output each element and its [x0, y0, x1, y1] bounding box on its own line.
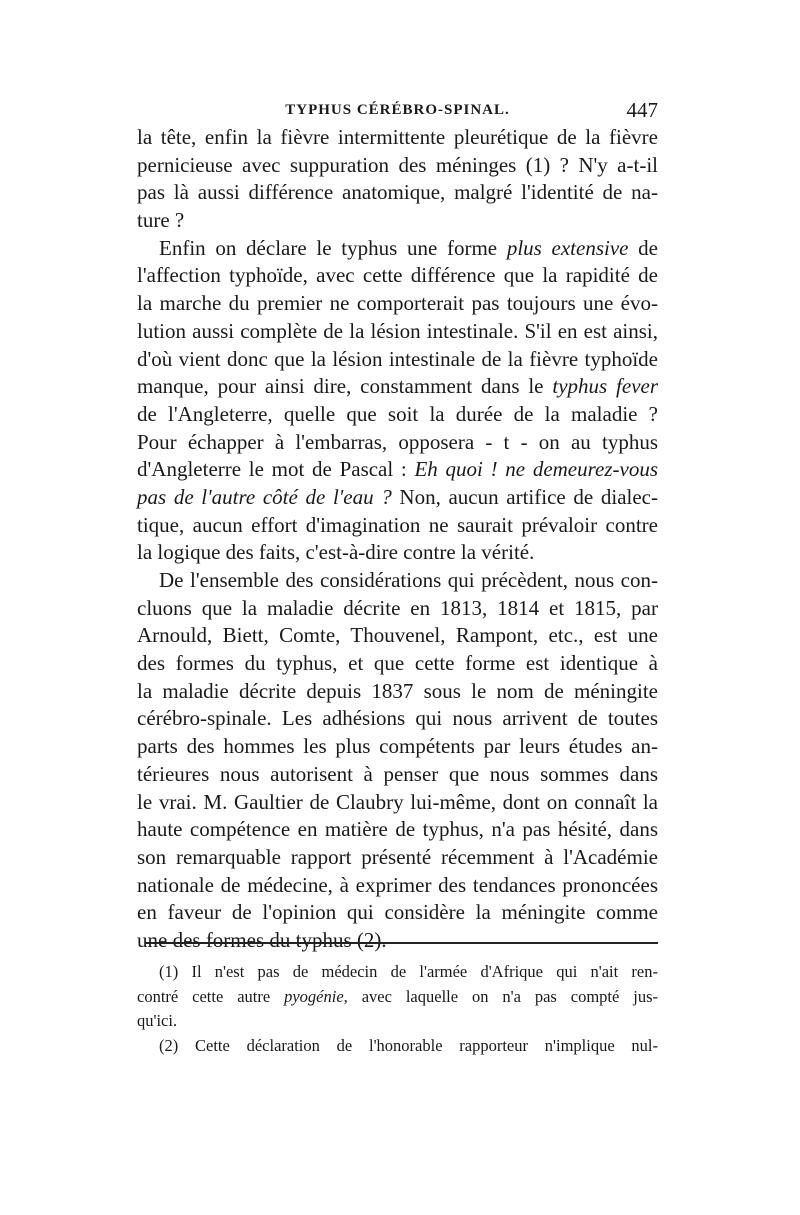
text-line: térieures nous autorisent à penser que nous sommes dans [137, 761, 658, 786]
text-line: son remarquable rapport présenté récemment à l'Académie [137, 844, 658, 869]
text-line [137, 456, 658, 484]
text-line: Arnould, Biett, Comte, Thouvenel, Rampont, etc., est une [137, 623, 658, 648]
text-line: d'où vient donc que la lésion intestinale de la fièvre typhoïde [137, 346, 658, 371]
text-segment: , avec laquelle on n'a pas compté jus- [343, 986, 658, 1006]
text-line: Pour échapper à l'embarras, opposera - t - on au typhus [137, 429, 658, 454]
text-line: haute compétence en matière de typhus, n'a pas hésité, dans [137, 817, 658, 842]
text-line: nationale de médecine, à exprimer des tendances prononcées [137, 872, 658, 897]
text-line: une des formes du typhus (2). [137, 927, 387, 952]
italic-phrase: typhus fever [552, 374, 659, 399]
text-line: de l'Angleterre, quelle que soit la durée de la maladie ? [137, 401, 658, 426]
text-segment: Non, aucun artifice de dialec- [399, 484, 658, 509]
text-line: De l'ensemble des considérations qui précèdent, nous con- [159, 568, 658, 592]
text-segment: d'Angleterre le mot de Pascal : [137, 457, 407, 482]
footnote-line: qu'ici. [137, 1011, 178, 1030]
footnote-line: (2) Cette déclaration de l'honorable rapporteur n'implique nul- [159, 1035, 658, 1055]
running-title: TYPHUS CÉRÉBRO-SPINAL. [285, 102, 510, 118]
text-segment: contré cette autre [137, 986, 271, 1006]
text-line [137, 373, 658, 401]
footnotes [137, 960, 658, 1058]
running-head [137, 98, 658, 124]
footnote-rule [145, 942, 658, 944]
text-segment: de [638, 235, 658, 260]
text-line: le vrai. M. Gaultier de Claubry lui-même, dont on connaît la [137, 789, 658, 814]
italic-phrase: pyogénie [284, 986, 344, 1006]
text-line: l'affection typhoïde, avec cette différence que la rapidité de [137, 263, 658, 288]
text-line: la logique des faits, c'est-à-dire contre la vérité. [137, 540, 535, 565]
page-number: 447 [626, 98, 658, 122]
text-line: la tête, enfin la fièvre intermittente pleurétique de la fièvre [137, 125, 658, 149]
text-line: en faveur de l'opinion qui considère la méningite comme [137, 900, 658, 925]
text-line: ture ? [137, 208, 185, 233]
text-line: pernicieuse avec suppuration des méninges (1) ? N'y a-t-il [137, 152, 658, 177]
text-line [137, 235, 658, 263]
footnote-line: (1) Il n'est pas de médecin de l'armée d'Afrique qui n'ait ren- [159, 962, 658, 981]
text-segment: Enfin on déclare le typhus une forme [159, 235, 498, 260]
text-line: la maladie décrite depuis 1837 sous le nom de méningite [137, 678, 658, 703]
footnote-line [137, 985, 658, 1010]
text-line: tique, aucun effort d'imagination ne saurait prévaloir contre [137, 512, 658, 537]
text-line: la marche du premier ne comporterait pas toujours une évo- [137, 291, 658, 316]
italic-phrase: pas de l'autre côté de l'eau ? [137, 484, 392, 509]
text-segment: manque, pour ainsi dire, constamment dans le [137, 374, 544, 399]
text-line: cluons que la maladie décrite en 1813, 1814 et 1815, par [137, 595, 658, 620]
text-line: des formes du typhus, et que cette forme est identique à [137, 651, 658, 676]
body-text [137, 124, 658, 955]
text-line: pas là aussi différence anatomique, malgré l'identité de na- [137, 180, 658, 205]
italic-phrase: plus extensive [506, 235, 629, 260]
text-line [137, 484, 658, 512]
text-line: cérébro-spinale. Les adhésions qui nous arrivent de toutes [137, 706, 658, 731]
text-line: lution aussi complète de la lésion intestinale. S'il en est ainsi, [137, 318, 658, 343]
text-line: parts des hommes les plus compétents par leurs études an- [137, 734, 658, 759]
italic-phrase: Eh quoi ! ne demeurez-vous [414, 457, 658, 482]
